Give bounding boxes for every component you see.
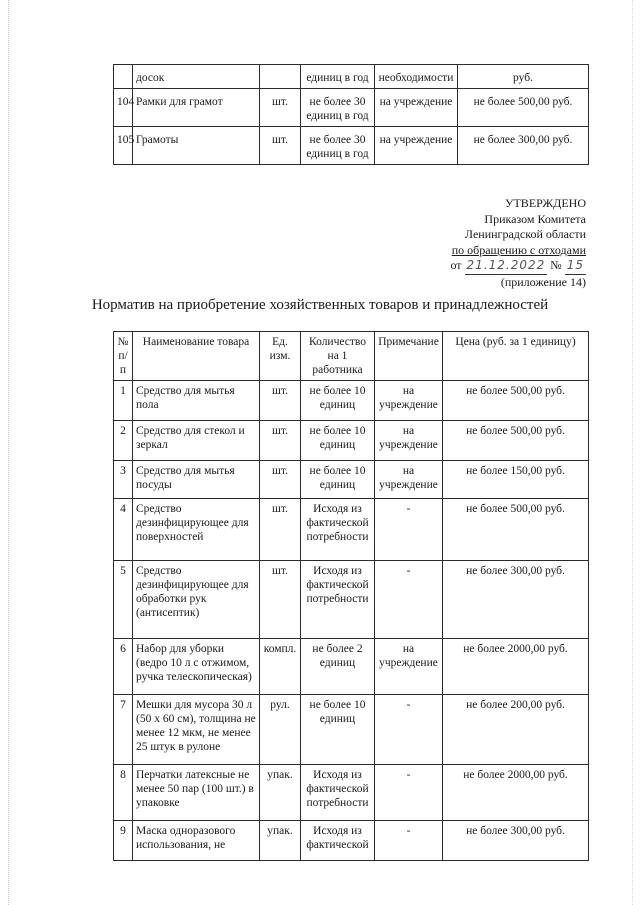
header-qty: Количество на 1 работника	[301, 332, 375, 381]
item-name: Набор для уборки (ведро 10 л с отжимом, ручка телескопическая)	[133, 639, 260, 695]
item-price: не более 300,00 руб.	[443, 821, 589, 861]
item-quantity: не более 30 единиц в год	[301, 127, 375, 165]
row-number: 3	[114, 461, 133, 499]
item-price: не более 300,00 руб.	[443, 561, 589, 639]
table-row	[114, 561, 589, 639]
item-note: на учреждение	[375, 421, 443, 461]
row-number: 105	[114, 127, 133, 165]
header-num: № п/п	[114, 332, 133, 381]
item-name: Рамки для грамот	[133, 89, 260, 127]
table-row	[114, 499, 589, 561]
row-number: 9	[114, 821, 133, 861]
item-unit: шт.	[260, 127, 301, 165]
approval-heading: УТВЕРЖДЕНО	[504, 196, 586, 210]
item-name: Средство дезинфицирующее для обработки рук (антисептик)	[133, 561, 260, 639]
approval-date-line	[450, 258, 586, 275]
item-note: на учреждение	[375, 127, 458, 165]
item-unit: шт.	[260, 381, 301, 421]
header-price: Цена (руб. за 1 единицу)	[443, 332, 589, 381]
item-quantity: не более 30 единиц в год	[301, 89, 375, 127]
item-quantity: Исходя из фактической потребности	[301, 499, 375, 561]
approval-committee-line: Ленинградской области	[464, 227, 586, 241]
row-number: 2	[114, 421, 133, 461]
row-number: 104	[114, 89, 133, 127]
item-unit	[260, 65, 301, 89]
item-name: досок	[133, 65, 260, 89]
item-quantity: не более 10 единиц	[301, 461, 375, 499]
item-note: необходимости	[375, 65, 458, 89]
item-price: не более 150,00 руб.	[443, 461, 589, 499]
table-row	[114, 765, 589, 821]
item-unit: компл.	[260, 639, 301, 695]
item-name: Средство для мытья пола	[133, 381, 260, 421]
item-note: на учреждение	[375, 89, 458, 127]
row-number: 8	[114, 765, 133, 821]
item-name: Грамоты	[133, 127, 260, 165]
item-quantity: не более 10 единиц	[301, 381, 375, 421]
table-row	[114, 65, 589, 89]
table-row	[114, 695, 589, 765]
item-note: на учреждение	[375, 381, 443, 421]
item-name: Мешки для мусора 30 л (50 х 60 см), толщина не менее 12 мкм, не менее 25 штук в рулоне	[133, 695, 260, 765]
scan-edge-line	[632, 0, 634, 905]
item-name: Средство для мытья посуды	[133, 461, 260, 499]
item-price: не более 2000,00 руб.	[443, 639, 589, 695]
item-unit: упак.	[260, 765, 301, 821]
document-title: Норматив на приобретение хозяйственных товаров и принадлежностей	[91, 297, 549, 313]
item-name: Средство для стекол и зеркал	[133, 421, 260, 461]
item-price: не более 200,00 руб.	[443, 695, 589, 765]
item-note: -	[375, 561, 443, 639]
item-unit: шт.	[260, 421, 301, 461]
item-price: не более 500,00 руб.	[458, 89, 589, 127]
norms-table	[113, 331, 589, 861]
item-quantity: Исходя из фактической потребности	[301, 561, 375, 639]
header-note: Примечание	[375, 332, 443, 381]
table-row	[114, 127, 589, 165]
row-number: 5	[114, 561, 133, 639]
table-row	[114, 821, 589, 861]
item-unit: упак.	[260, 821, 301, 861]
item-note: -	[375, 765, 443, 821]
table-row	[114, 461, 589, 499]
item-unit: рул.	[260, 695, 301, 765]
item-note: -	[375, 695, 443, 765]
item-price: не более 300,00 руб.	[458, 127, 589, 165]
approval-order-line: Приказом Комитета	[484, 211, 586, 226]
table-header-row	[114, 332, 589, 381]
table-row	[114, 421, 589, 461]
item-note: -	[375, 499, 443, 561]
item-quantity: Исходя из фактической потребности	[301, 765, 375, 821]
approval-committee-line-2: по обращению с отходами	[451, 242, 586, 257]
item-note: на учреждение	[375, 461, 443, 499]
continued-table	[113, 64, 589, 165]
handwritten-number: 15	[565, 258, 586, 275]
item-quantity: не более 10 единиц	[301, 695, 375, 765]
item-price: не более 500,00 руб.	[443, 499, 589, 561]
item-note: на учреждение	[375, 639, 443, 695]
scan-margin-line	[8, 0, 10, 905]
row-number: 1	[114, 381, 133, 421]
item-unit: шт.	[260, 561, 301, 639]
header-unit: Ед. изм.	[260, 332, 301, 381]
row-number: 7	[114, 695, 133, 765]
number-prefix: №	[550, 258, 562, 272]
row-number: 6	[114, 639, 133, 695]
item-quantity: не более 10 единиц	[301, 421, 375, 461]
table-row	[114, 639, 589, 695]
item-price: не более 2000,00 руб.	[443, 765, 589, 821]
item-price: руб.	[458, 65, 589, 89]
item-name: Средство дезинфицирующее для поверхностей	[133, 499, 260, 561]
item-name: Маска одноразового использования, не	[133, 821, 260, 861]
row-number	[114, 65, 133, 89]
item-quantity: Исходя из фактической	[301, 821, 375, 861]
header-name: Наименование товара	[133, 332, 260, 381]
date-prefix: от	[450, 258, 462, 272]
appendix-label: (приложение 14)	[500, 274, 586, 289]
item-unit: шт.	[260, 89, 301, 127]
item-price: не более 500,00 руб.	[443, 381, 589, 421]
item-unit: шт.	[260, 461, 301, 499]
handwritten-date: 21.12.2022	[465, 258, 548, 275]
item-price: не более 500,00 руб.	[443, 421, 589, 461]
item-note: -	[375, 821, 443, 861]
item-quantity: не более 2 единиц	[301, 639, 375, 695]
table-row	[114, 381, 589, 421]
approval-stamp	[450, 196, 586, 290]
row-number: 4	[114, 499, 133, 561]
item-quantity: единиц в год	[301, 65, 375, 89]
item-name: Перчатки латексные не менее 50 пар (100 шт.) в упаковке	[133, 765, 260, 821]
item-unit: шт.	[260, 499, 301, 561]
table-row	[114, 89, 589, 127]
